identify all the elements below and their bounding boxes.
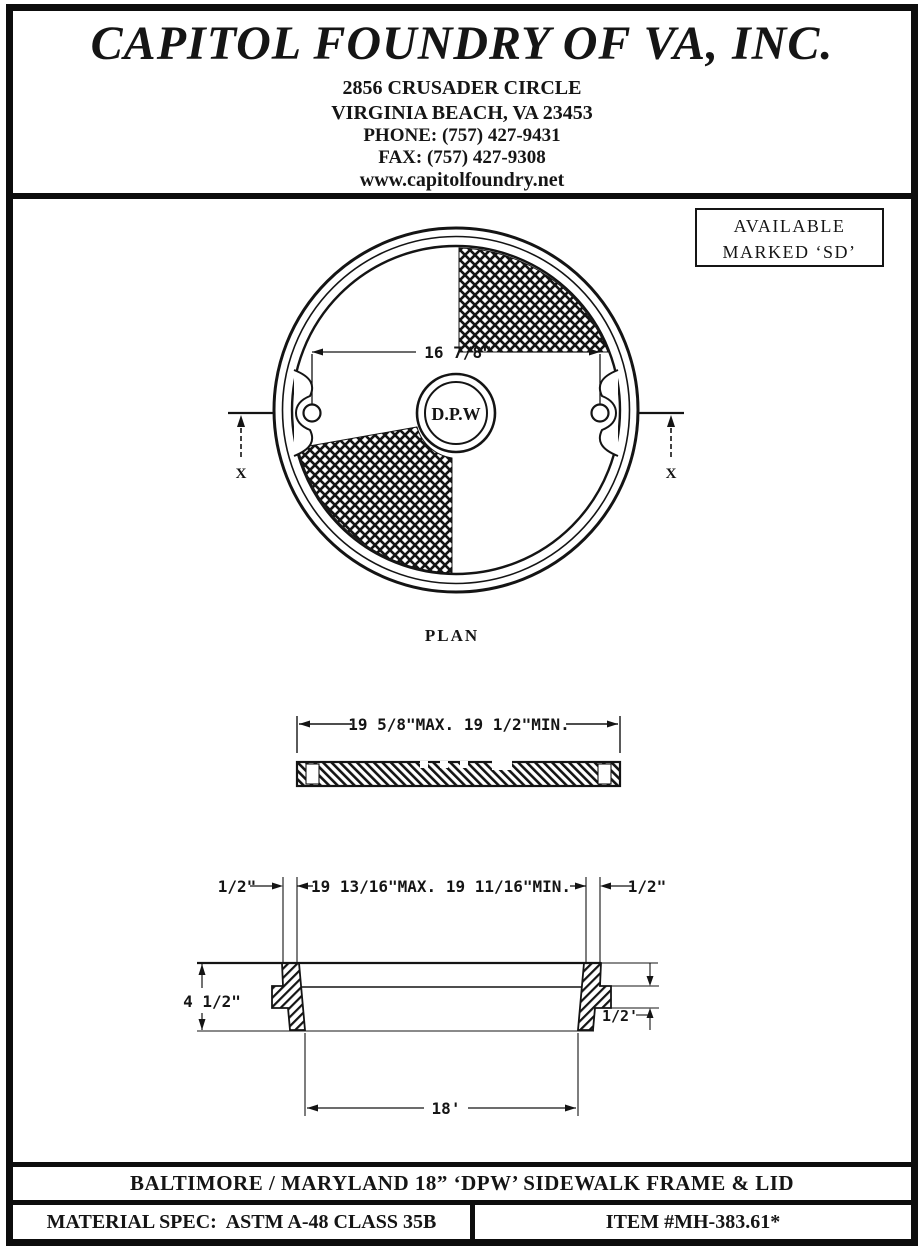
address-line-2: VIRGINIA BEACH, VA 23453	[331, 102, 593, 124]
drawing-title: BALTIMORE / MARYLAND 18” ‘DPW’ SIDEWALK FRAME & LID	[129, 1171, 795, 1195]
section-marker-x-right: X	[665, 466, 677, 482]
company-name: CAPITOL FOUNDRY OF VA, INC.	[90, 17, 834, 70]
material-spec-cell: MATERIAL SPEC: ASTM A-48 CLASS 35B	[46, 1211, 437, 1233]
bottom-opening-dim-text: 18'	[431, 1099, 461, 1118]
right-wall-dim-text: 1/2"	[627, 877, 667, 896]
lid-width-dim-text: 19 5/8"MAX. 19 1/2"MIN.	[348, 715, 570, 734]
plan-center-marking: D.P.W	[431, 404, 481, 424]
flange-dim-text: 1/2'	[601, 1007, 639, 1025]
fax-line: FAX: (757) 427-9308	[378, 147, 546, 168]
item-number-cell: ITEM #MH-383.61*	[605, 1211, 781, 1233]
top-opening-dim-text: 19 13/16"MAX. 19 11/16"MIN.	[310, 877, 572, 896]
phone-line: PHONE: (757) 427-9431	[363, 125, 561, 146]
availability-note-line1: AVAILABLE	[733, 216, 846, 236]
website-line: www.capitolfoundry.net	[359, 169, 565, 191]
availability-note-line2: MARKED ‘SD’	[722, 242, 857, 262]
section-marker-x-left: X	[235, 466, 247, 482]
plan-opening-dim-text: 16 7/8"	[424, 343, 492, 362]
page-border	[6, 4, 918, 1246]
left-wall-dim-text: 1/2"	[217, 877, 257, 896]
address-line-1: 2856 CRUSADER CIRCLE	[342, 77, 582, 99]
plan-caption: PLAN	[424, 626, 480, 645]
height-dim-text: 4 1/2"	[183, 992, 241, 1011]
